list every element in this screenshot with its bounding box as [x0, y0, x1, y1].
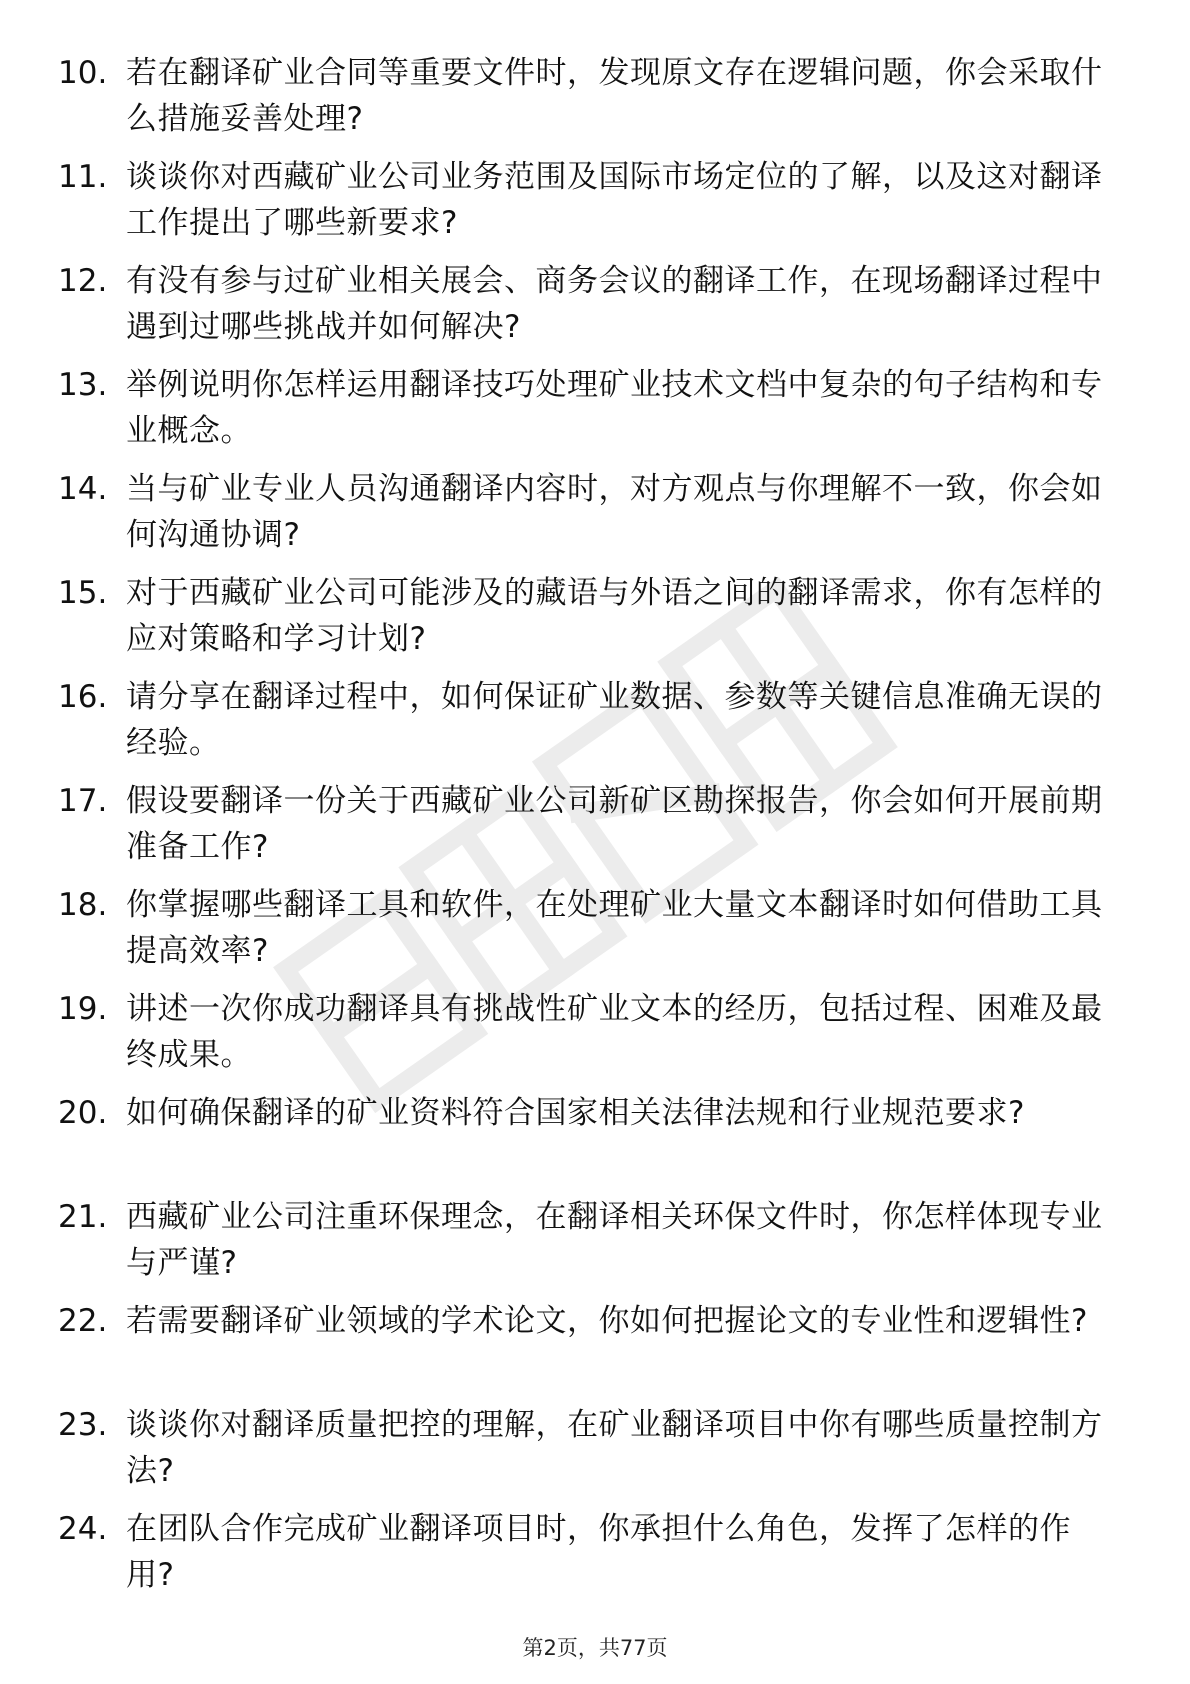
question-number: 16.: [58, 679, 108, 715]
question-number: 12.: [58, 263, 108, 299]
question-list: [58, 50, 1118, 1610]
question-item: [58, 362, 1118, 466]
question-text: 如何确保翻译的矿业资料符合国家相关法律法规和行业规范要求?: [126, 1095, 1025, 1131]
question-item: [58, 1194, 1118, 1298]
question-number: 14.: [58, 471, 108, 507]
question-number: 10.: [58, 55, 108, 91]
question-number: 15.: [58, 575, 108, 611]
page-footer: [0, 1632, 1190, 1662]
question-number: 17.: [58, 783, 108, 819]
question-text: 若需要翻译矿业领域的学术论文，你如何把握论文的专业性和逻辑性?: [126, 1303, 1088, 1339]
question-item: [58, 570, 1118, 674]
question-text: 谈谈你对翻译质量把控的理解，在矿业翻译项目中你有哪些质量控制方法?: [126, 1407, 1103, 1489]
question-item: [58, 778, 1118, 882]
question-number: 23.: [58, 1407, 108, 1443]
question-item: [58, 466, 1118, 570]
question-text: 有没有参与过矿业相关展会、商务会议的翻译工作，在现场翻译过程中遇到过哪些挑战并如何解决?: [126, 263, 1103, 345]
question-item: [58, 1402, 1118, 1506]
question-item: [58, 674, 1118, 778]
question-text: 假设要翻译一份关于西藏矿业公司新矿区勘探报告，你会如何开展前期准备工作?: [126, 783, 1103, 865]
question-text: 在团队合作完成矿业翻译项目时，你承担什么角色，发挥了怎样的作用?: [126, 1511, 1071, 1593]
question-text: 当与矿业专业人员沟通翻译内容时，对方观点与你理解不一致，你会如何沟通协调?: [126, 471, 1103, 553]
question-item: [58, 1506, 1118, 1610]
question-text: 谈谈你对西藏矿业公司业务范围及国际市场定位的了解，以及这对翻译工作提出了哪些新要求?: [126, 159, 1103, 241]
question-number: 18.: [58, 887, 108, 923]
question-number: 19.: [58, 991, 108, 1027]
page-number-label: 第2页，共77页: [522, 1636, 668, 1660]
question-text: 西藏矿业公司注重环保理念，在翻译相关环保文件时，你怎样体现专业与严谨?: [126, 1199, 1103, 1281]
question-item: [58, 50, 1118, 154]
question-item: [58, 1090, 1118, 1194]
question-number: 11.: [58, 159, 108, 195]
question-number: 20.: [58, 1095, 108, 1131]
question-item: [58, 258, 1118, 362]
question-text: 请分享在翻译过程中，如何保证矿业数据、参数等关键信息准确无误的经验。: [126, 679, 1103, 761]
question-text: 讲述一次你成功翻译具有挑战性矿业文本的经历，包括过程、困难及最终成果。: [126, 991, 1103, 1073]
question-item: [58, 1298, 1118, 1402]
question-number: 21.: [58, 1199, 108, 1235]
question-text: 举例说明你怎样运用翻译技巧处理矿业技术文档中复杂的句子结构和专业概念。: [126, 367, 1103, 449]
question-text: 你掌握哪些翻译工具和软件，在处理矿业大量文本翻译时如何借助工具提高效率?: [126, 887, 1103, 969]
question-number: 13.: [58, 367, 108, 403]
question-text: 对于西藏矿业公司可能涉及的藏语与外语之间的翻译需求，你有怎样的应对策略和学习计划?: [126, 575, 1103, 657]
question-item: [58, 986, 1118, 1090]
question-number: 22.: [58, 1303, 108, 1339]
question-text: 若在翻译矿业合同等重要文件时，发现原文存在逻辑问题，你会采取什么措施妥善处理?: [126, 55, 1103, 137]
question-item: [58, 154, 1118, 258]
question-number: 24.: [58, 1511, 108, 1547]
question-item: [58, 882, 1118, 986]
